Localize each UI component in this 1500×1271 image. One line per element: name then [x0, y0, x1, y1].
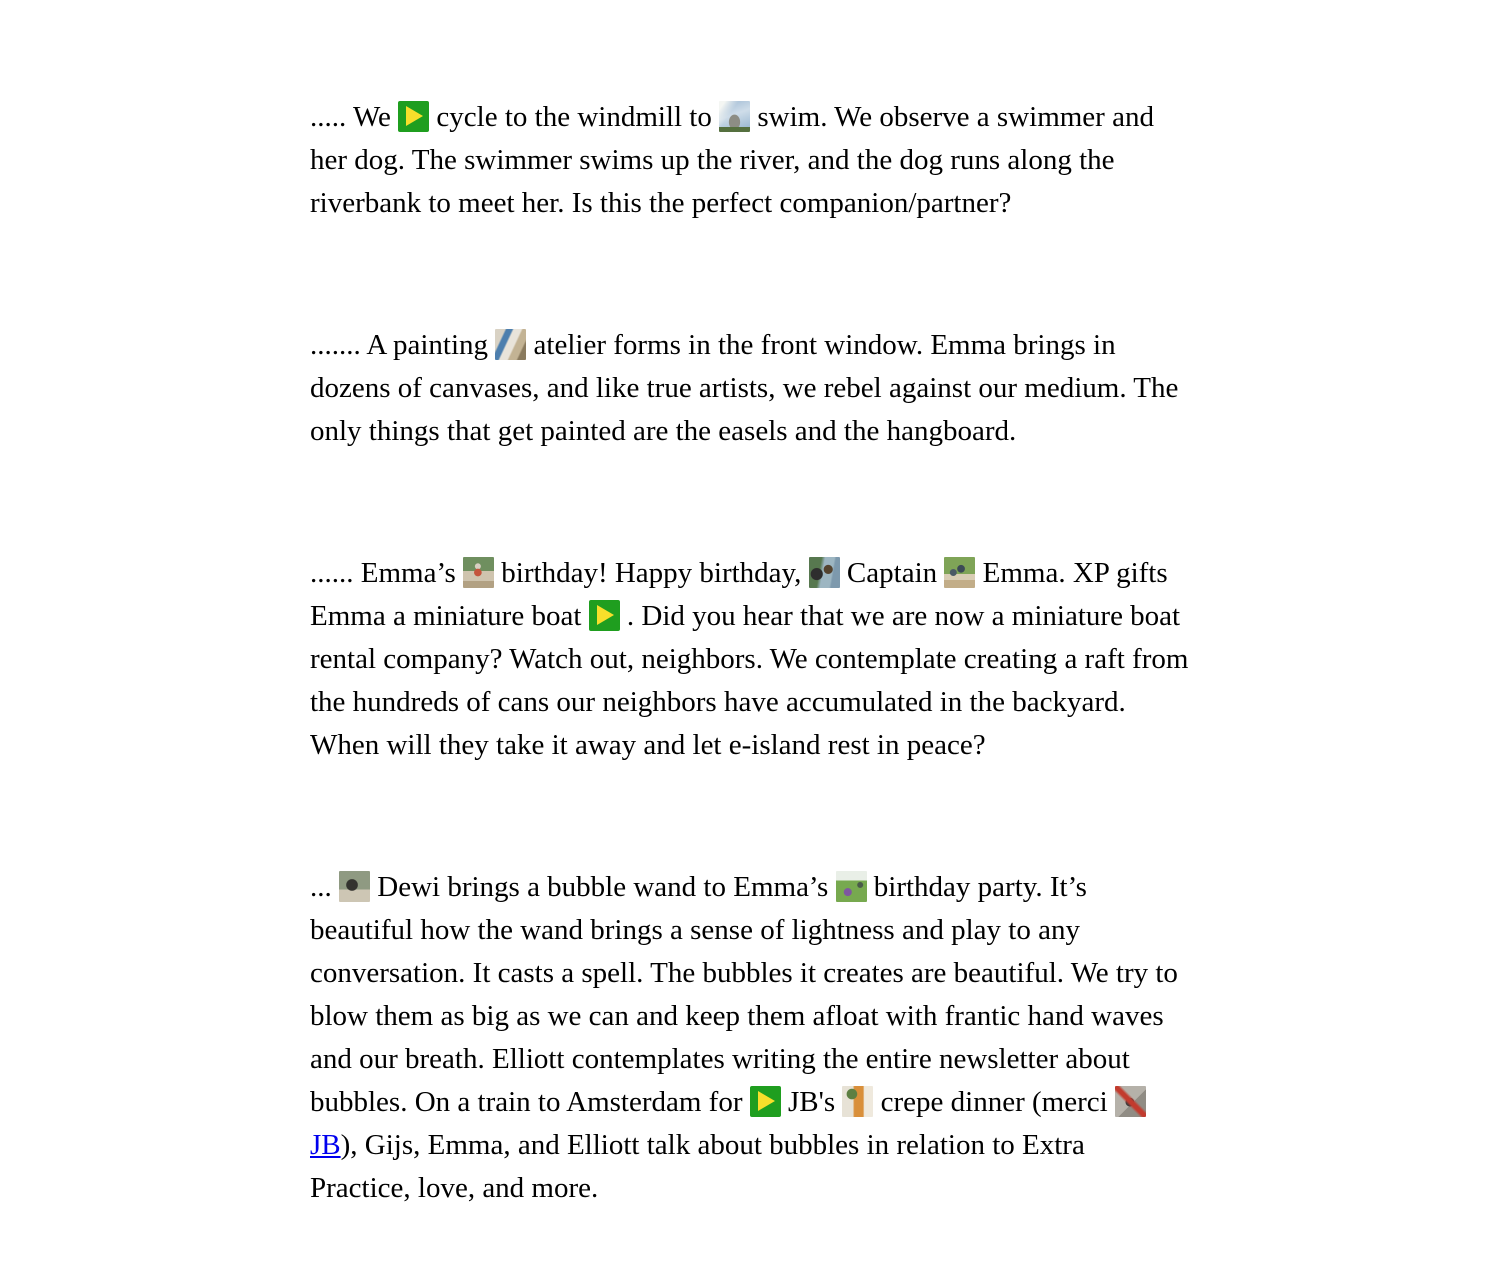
paragraph	[310, 552, 1190, 767]
text-run: Emma. XP gifts Emma a miniature boat	[310, 557, 1168, 632]
emma-birthday-photo[interactable]	[463, 557, 494, 588]
crepe-dinner-photo[interactable]	[842, 1086, 873, 1117]
text-run: birthday! Happy birthday,	[494, 557, 809, 589]
captain-boat-photo[interactable]	[809, 557, 840, 588]
text-run: crepe dinner (merci	[873, 1086, 1115, 1118]
text-run: Captain	[839, 557, 945, 589]
play-icon[interactable]	[589, 600, 620, 631]
paragraph	[310, 866, 1190, 1210]
text-run: swim. We observe a swimmer and her dog. The swimmer swims up the river, and the dog runs along the riverbank to meet her. Is this the perfect companion/partner?	[310, 101, 1154, 219]
paragraph	[310, 96, 1190, 225]
merci-jb-photo[interactable]	[1115, 1086, 1146, 1117]
text-run: atelier forms in the front window. Emma brings in dozens of canvases, and like true artists, we rebel against our medium. The only things that get painted are the easels and the hangboard.	[310, 329, 1179, 447]
birthday-party-photo[interactable]	[836, 871, 867, 902]
text-column	[310, 0, 1190, 1210]
text-run: JB's	[780, 1086, 843, 1118]
dewi-photo[interactable]	[339, 871, 370, 902]
windmill-photo[interactable]	[719, 101, 750, 132]
text-run: Dewi brings a bubble wand to Emma’s	[370, 871, 836, 903]
play-triangle-icon	[758, 1091, 775, 1111]
atelier-photo[interactable]	[495, 329, 526, 360]
play-triangle-icon	[406, 106, 423, 126]
play-icon[interactable]	[750, 1086, 781, 1117]
text-run: ), Gijs, Emma, and Elliott talk about bubbles in relation to Extra Practice, love, and more.	[310, 1129, 1085, 1204]
paragraph	[310, 324, 1190, 453]
emma-portrait-photo[interactable]	[944, 557, 975, 588]
text-run: . Did you hear that we are now a miniature boat rental company? Watch out, neighbors. We contemplate creating a raft from the hundreds of cans our neighbors have accumulated in the backyard. When will they take it away and let e-island rest in peace?	[310, 600, 1189, 761]
text-run: cycle to the windmill to	[429, 101, 720, 133]
text-run: ...	[310, 871, 339, 903]
text-run: birthday party. It’s beautiful how the wand brings a sense of lightness and play to any conversation. It casts a spell. The bubbles it creates are beautiful. We try to blow them as big as we can and keep them afloat with frantic hand waves and our breath. Elliott contemplates writing the entire newsletter about bubbles. On a train to Amsterdam for	[310, 871, 1178, 1118]
play-icon[interactable]	[398, 101, 429, 132]
text-run: ..... We	[310, 101, 399, 133]
jb-link[interactable]: JB	[310, 1129, 341, 1161]
text-run: ...... Emma’s	[310, 557, 464, 589]
text-run: ....... A painting	[310, 329, 496, 361]
play-triangle-icon	[597, 605, 614, 625]
